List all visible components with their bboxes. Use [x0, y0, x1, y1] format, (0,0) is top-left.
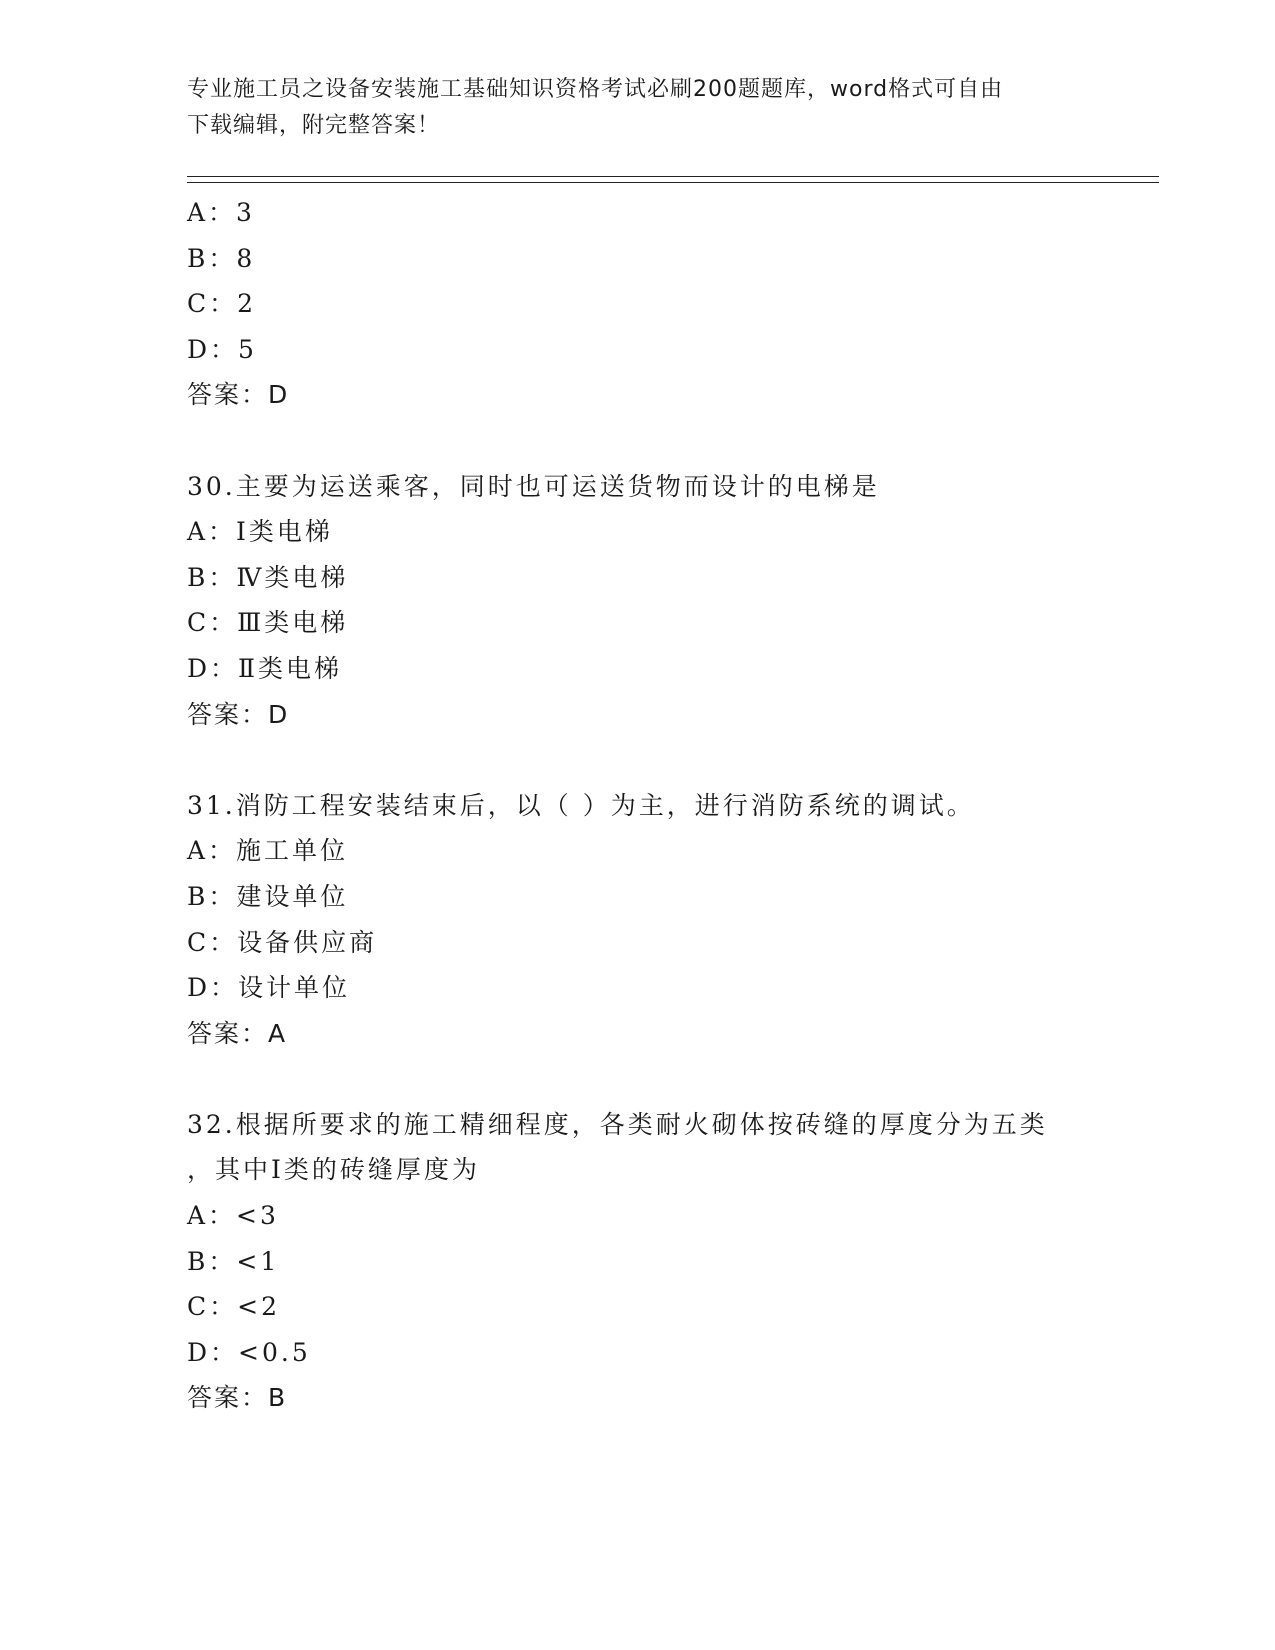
option-b: B：<1: [187, 1246, 280, 1276]
document-header: [187, 72, 1087, 144]
option-d: D：5: [187, 334, 257, 364]
option-c: C：设备供应商: [187, 927, 378, 957]
option-b: B：建设单位: [187, 881, 349, 911]
answer-line: 答案：D: [187, 380, 290, 410]
option-c: C：2: [187, 289, 257, 319]
question-stem-line-1: 32.根据所要求的施工精细程度，各类耐火砌体按砖缝的厚度分为五类: [187, 1109, 1048, 1139]
answer-line: 答案：B: [187, 1383, 288, 1413]
option-d: D：Ⅱ类电梯: [187, 653, 343, 683]
option-d: D：<0.5: [187, 1337, 311, 1367]
option-a: A：3: [187, 198, 255, 227]
question-block-30: [187, 464, 1147, 738]
option-c: C：Ⅲ类电梯: [187, 608, 349, 638]
answer-line: 答案：D: [187, 699, 290, 729]
option-b: B：8: [187, 243, 256, 273]
header-divider-bottom: [187, 182, 1159, 183]
question-stem: 31.消防工程安装结束后，以（ ）为主，进行消防系统的调试。: [187, 790, 975, 820]
question-block-32: [187, 1102, 1147, 1421]
header-title-line-2: 下载编辑，附完整答案！: [187, 113, 441, 138]
answer-line: 答案：A: [187, 1018, 288, 1048]
header-title-line-1: 专业施工员之设备安装施工基础知识资格考试必刷200题题库，word格式可自由: [187, 77, 1004, 102]
question-block-previous: [187, 190, 1147, 418]
option-c: C：<2: [187, 1292, 280, 1322]
option-b: B：Ⅳ类电梯: [187, 562, 349, 592]
option-a: A：Ⅰ类电梯: [187, 517, 333, 547]
header-divider-top: [187, 176, 1159, 177]
question-stem: 30.主要为运送乘客，同时也可运送货物而设计的电梯是: [187, 471, 880, 501]
question-stem-line-2: ，其中Ⅰ类的砖缝厚度为: [187, 1155, 480, 1185]
option-a: A：<3: [187, 1201, 279, 1231]
question-block-31: [187, 783, 1147, 1057]
option-d: D：设计单位: [187, 973, 351, 1003]
option-a: A：施工单位: [187, 836, 349, 866]
question-list: [187, 190, 1147, 1421]
